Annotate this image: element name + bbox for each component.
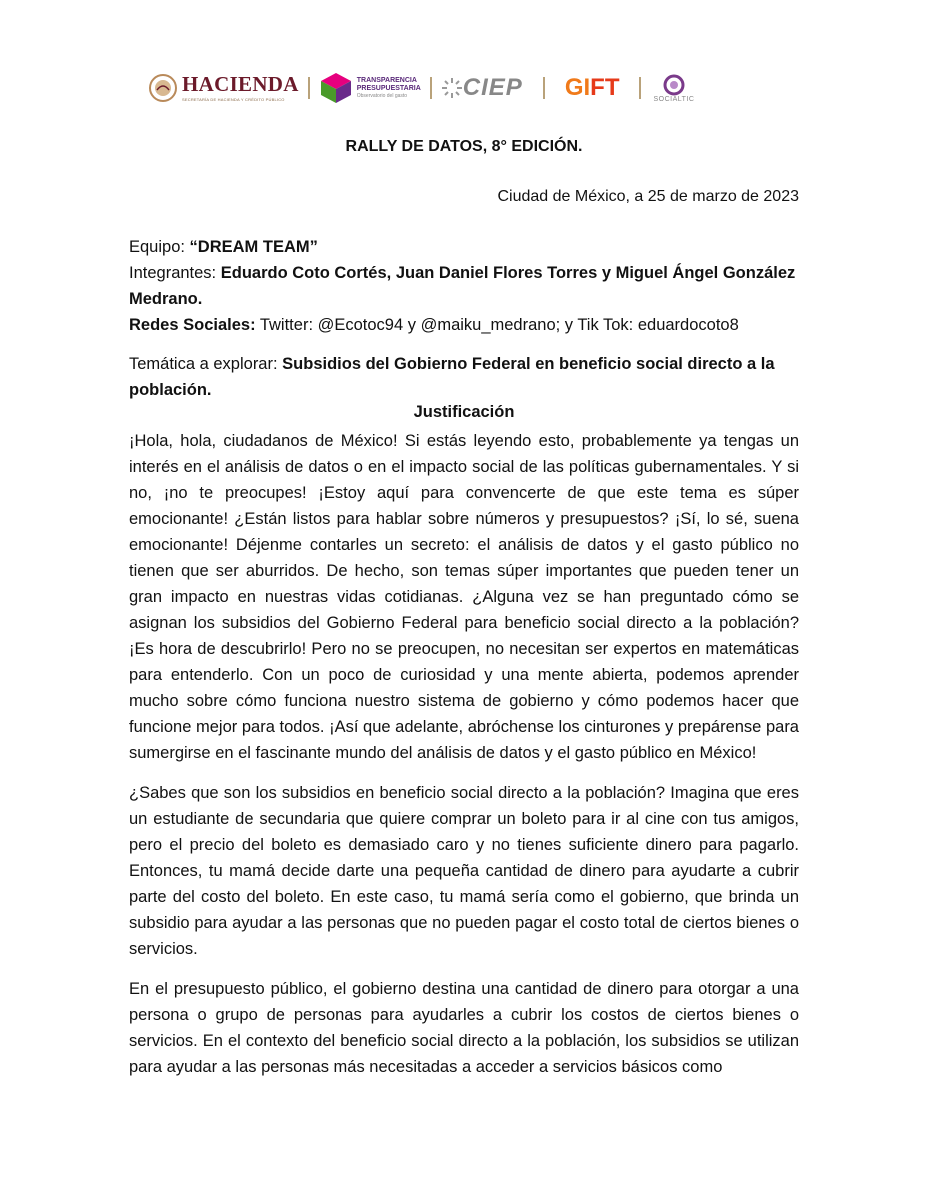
transparencia-line-1: TRANSPARENCIA <box>356 77 417 84</box>
paragraph: ¡Hola, hola, ciudadanos de México! Si estás leyendo esto, probablemente ya tengas un interés en el análisis de datos o en el impacto social de las políticas gubernamentales. Y si no, ¡no te preocupes! ¡Estoy aquí para convencerte de que este tema es súper emocionante! ¿Están listos para hablar sobre números y presupuestos? ¡Sí, lo sé, suena emocionante! Déjenme contarles un secreto: el análisis de datos y el gasto público no tienen que ser aburridos. De hecho, son temas súper importantes que pueden tener un gran impacto en nuestras vidas cotidianas. ¿Alguna vez se han preguntado cómo se asignan los subsidios del Gobierno Federal para beneficio social directo a la población? ¡Es hora de descubrirlo! Pero no se preocupen, no necesitan ser expertos en matemáticas para entenderlo. Con un poco de curiosidad y una mente abierta, podemos aprender mucho sobre cómo funciona nuestro sistema de gobierno y cómo podemos hacer que funcione mejor para todos. ¡Así que adelante, abróchense los cinturones y prepárense para sumergirse en el fascinante mundo del análisis de datos y el gasto público en México! <box>129 432 799 762</box>
socialtic-wordmark: SOCIALTIC <box>653 95 695 103</box>
paragraph: En el presupuesto público, el gobierno destina una cantidad de dinero para otorgar a una persona o grupo de personas para ayudarles a cubrir los costos de ciertos bienes o servicios. En el contexto del beneficio social directo a la población, los subsidios se utilizan para ayudar a las personas más necesitadas a acceder a servicios básicos como <box>129 980 799 1076</box>
members-label: Integrantes: <box>129 264 221 282</box>
justification-body <box>129 428 799 1094</box>
topic-value: Subsidios del Gobierno Federal en beneficio social directo a la población. <box>129 355 775 399</box>
gift-wordmark-gi: GI <box>564 74 591 101</box>
topic-label: Temática a explorar: <box>129 355 283 373</box>
header-logos <box>148 62 788 114</box>
document-title: RALLY DE DATOS, 8° EDICIÓN. <box>345 138 583 155</box>
logo-separator <box>308 77 310 99</box>
transparencia-logo <box>319 71 421 105</box>
hacienda-logo <box>148 73 299 103</box>
socialtic-swirl-icon <box>663 74 685 96</box>
logo-separator <box>543 77 545 99</box>
logo-separator <box>639 77 641 99</box>
ciep-burst-icon <box>441 77 463 99</box>
topic-line <box>129 351 799 403</box>
ciep-wordmark: CIEP <box>462 74 523 101</box>
section-heading-justificacion: Justificación <box>413 403 515 421</box>
gift-logo <box>565 74 620 102</box>
members-names: Eduardo Coto Cortés, Juan Daniel Flores Torres y Miguel Ángel González Medrano. <box>129 264 796 308</box>
team-label: Equipo: <box>129 238 190 256</box>
cube-icon <box>319 71 353 105</box>
social-handles: Twitter: @Ecotoc94 y @maiku_medrano; y Tik Tok: eduardocoto8 <box>255 316 739 334</box>
logo-separator <box>430 77 432 99</box>
coat-of-arms-icon <box>148 73 178 103</box>
ciep-logo <box>441 74 523 102</box>
team-line <box>129 234 799 260</box>
hacienda-wordmark: HACIENDA <box>182 72 299 96</box>
social-label: Redes Sociales: <box>129 316 256 334</box>
gift-wordmark-ft: FT <box>590 74 620 101</box>
document-date: Ciudad de México, a 25 de marzo de 2023 <box>497 188 799 205</box>
transparencia-line-2: PRESUPUESTARIA <box>356 85 421 92</box>
transparencia-subtitle: Observatorio del gasto <box>356 93 408 99</box>
team-info <box>129 234 799 338</box>
members-line <box>129 260 799 312</box>
team-name: “DREAM TEAM” <box>189 238 318 256</box>
paragraph: ¿Sabes que son los subsidios en beneficio social directo a la población? Imagina que eres un estudiante de secundaria que quiere comprar un boleto para ir al cine con tus amigos, pero el precio del boleto es demasiado caro y no tienes suficiente dinero para pagarlo. Entonces, tu mamá decide darte una pequeña cantidad de dinero para ayudarte a cubrir parte del costo del boleto. En este caso, tu mamá sería como el gobierno, que brinda un subsidio para ayudar a las personas que no pueden pagar el costo total de ciertos bienes o servicios. <box>129 784 799 958</box>
hacienda-subtitle: SECRETARÍA DE HACIENDA Y CRÉDITO PÚBLICO <box>182 97 285 102</box>
socialtic-logo <box>653 74 694 103</box>
social-line <box>129 312 799 338</box>
topic-info <box>129 351 799 403</box>
